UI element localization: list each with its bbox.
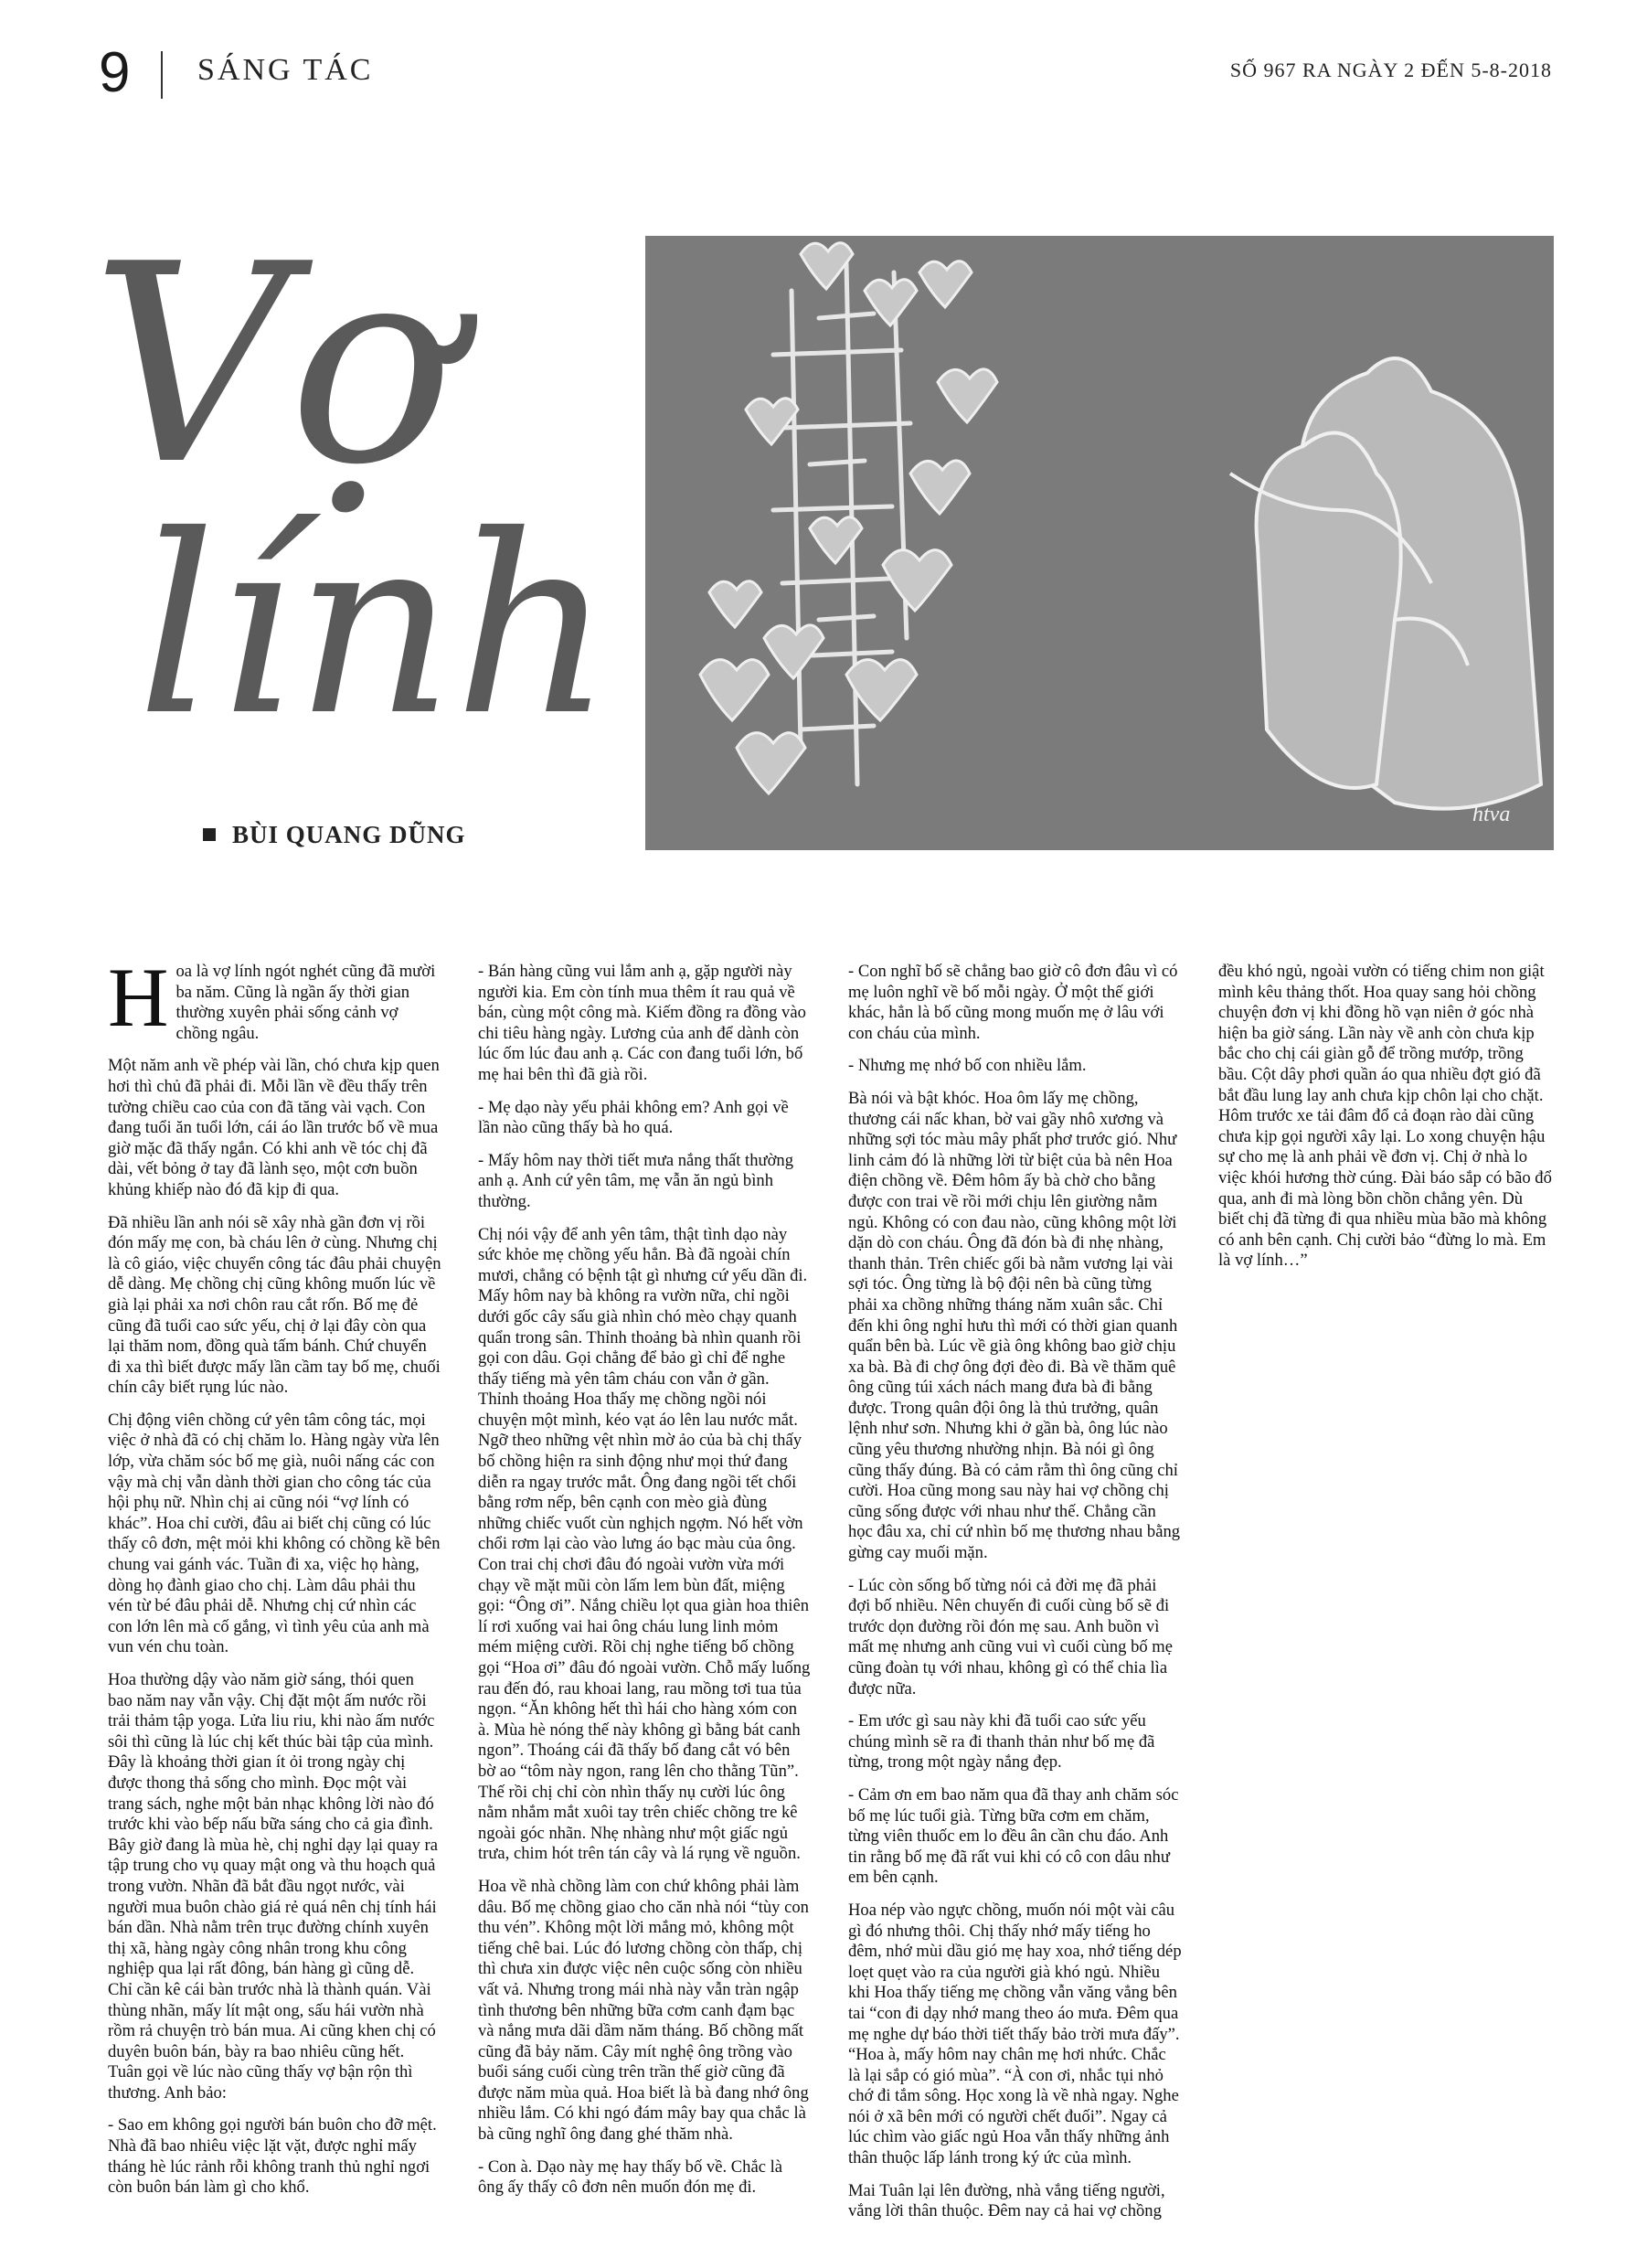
drop-cap: H: [108, 951, 169, 1044]
author-name: BÙI QUANG DŨNG: [232, 821, 466, 848]
illustration-signature: htva: [1472, 803, 1511, 826]
article-paragraph: - Mẹ dạo này yếu phải không em? Anh gọi về lần nào cũng thấy bà ho quá.: [478, 1097, 789, 1138]
title-line-2: lính: [137, 482, 613, 770]
article-paragraph: Hoa là vợ lính ngót nghét cũng đã mười ba năm. Cũng là ngần ấy thời gian thường xuyên phải sống cảnh vợ chồng ngâu.: [108, 951, 436, 1044]
article-paragraph: - Bán hàng cũng vui lắm anh ạ, gặp người này người kia. Em còn tính mua thêm ít rau quả về bán, cùng một công mà. Kiếm đồng ra đồng vào chi tiêu hàng ngày. Lương của anh để dành còn lúc ốm lúc đau anh ạ. Các con đang tuổi lớn, bố mẹ hai bên thì đã già rồi.: [478, 962, 806, 1084]
article-paragraph: - Mấy hôm nay thời tiết mưa nắng thất thường anh ạ. Anh cứ yên tâm, mẹ vẫn ăn ngủ bình thường.: [478, 1150, 794, 1211]
article-paragraph: - Con nghĩ bố sẽ chẳng bao giờ cô đơn đâu vì có mẹ luôn nghĩ về bố mỗi ngày. Ở một thế giới khác, hẳn là bố cũng mong muốn mẹ ở lâu với con cháu của mình.: [848, 962, 1178, 1043]
article-paragraph: - Nhưng mẹ nhớ bố con nhiều lắm.: [848, 1056, 1087, 1076]
page-header: [99, 37, 1552, 110]
square-bullet-icon: [203, 828, 216, 841]
header-divider: [161, 51, 163, 99]
illustration-drawing: [645, 236, 1554, 850]
issue-info: SỐ 967 RA NGÀY 2 ĐẾN 5-8-2018: [1229, 59, 1552, 81]
section-name: SÁNG TÁC: [197, 53, 374, 87]
article-illustration: [645, 236, 1554, 850]
article-paragraph: Một năm anh về phép vài lần, chó chưa kịp quen hơi thì chủ đã phải đi. Mỗi lần về đều thấy trên tường chiều cao của con đã tăng vài vạch. Con đang tuổi ăn tuổi lớn, cái áo lần trước bố về mua giờ mặc đã thấy ngắn. Có khi anh về tóc chị đã dài, vết bỏng ở tay đã lành sẹo, một cơn buồn khủng khiếp nào đó đã kịp đi qua.: [108, 1056, 440, 1199]
article-body: [108, 951, 1552, 2232]
article-paragraph: Hoa thường dậy vào năm giờ sáng, thói quen bao năm nay vẫn vậy. Chị đặt một ấm nước rồi trải thảm tập yoga. Lửa liu riu, khi nào ấm nước sôi thì cũng là lúc chị kết thúc bài tập của mình. Đây là khoảng thời gian ít ỏi trong ngày chị được thong thả sống cho mình. Đọc một vài trang sách, nghe một bản nhạc không lời nào đó trước khi vào bếp nấu bữa sáng cho cả gia đình. Bây giờ đang là mùa hè, chị nghỉ dạy lại quay ra tập trung cho vụ quay mật ong và thu hoạch quả trong vườn. Nhãn đã bắt đầu ngọt nước, vài người mua buôn chào giá rẻ quá nên chị tính hái bán dần. Nhà nằm trên trục đường chính xuyên thị xã, hàng ngày công nhân trong khu công nghiệp qua lại rất đông, bán hàng gì cũng dễ. Chỉ cần kê cái bàn trước nhà là thành quán. Vài thùng nhãn, mấy lít mật ong, sấu hái vườn nhà rồm rả chuyện trò bán mua. Ai cũng khen chị có duyên buôn bán, bày ra bao nhiêu cũng hết. Tuân gọi về lúc nào cũng thấy vợ bận rộn thì thương. Anh bảo:: [108, 1670, 438, 2103]
article-paragraph: - Lúc còn sống bố từng nói cả đời mẹ đã phải đợi bố nhiều. Nên chuyến đi cuối cùng bố sẽ đi trước dọn đường rồi đón mẹ sau. Anh buồn vì mất mẹ nhưng anh cũng vui vì cuối cùng bố mẹ cũng đoàn tụ với nhau, không gì có thể chia lìa được nữa.: [848, 1575, 1174, 1698]
article-paragraph: - Con à. Dạo này mẹ hay thấy bố về. Chắc là ông ấy thấy cô đơn nên muốn đón mẹ đi.: [478, 2156, 783, 2198]
page-number: 9: [99, 41, 131, 104]
article-paragraph: Bà nói và bật khóc. Hoa ôm lấy mẹ chồng, thương cái nấc khan, bờ vai gầy nhô xương và những sợi tóc màu mây phất phơ trước gió. Như linh cảm đó là những lời từ biệt của bà nên Hoa điện chồng về. Đêm hôm ấy bà chờ cho bằng được con trai về rồi mới chịu lên giường nằm ngủ. Không có con đau nào, cũng không một lời dặn dò con cháu. Ông đã đón bà đi nhẹ nhàng, thanh thản. Trên chiếc gối bà nằm vương lại vài sợi tóc. Ông từng là bộ đội nên bà cũng từng phải xa chồng những tháng năm xuân sắc. Chỉ đến khi ông nghỉ hưu thì mới có thời gian quanh quẩn bên bà. Lúc về già ông không bao giờ chịu xa bà. Bà đi chợ ông đợi đèo đi. Bà về thăm quê ông cũng túi xách nách mang đưa bà đi bằng được. Trong quân đội ông là thủ trưởng, quân lệnh như sơn. Nhưng khi ở gần bà, ông lúc nào cũng yêu thương nhường nhịn. Bà nói gì ông cũng thấy đúng. Bà có cảm rằm thì ông cũng chỉ cười. Hoa cũng mong sau này hai vợ chồng chị cũng sống được với nhau như thế. Chẳng cần học đâu xa, chỉ cứ nhìn bố mẹ thương nhau bằng gừng cay muối mặn.: [848, 1088, 1181, 1563]
article-paragraph: Hoa nép vào ngực chồng, muốn nói một vài câu gì đó nhưng thôi. Chị thấy nhớ mấy tiếng ho đêm, nhớ mùi dầu gió mẹ hay xoa, nhớ tiếng dép loẹt quẹt vào ra của người già khó ngủ. Nhiều khi Hoa thấy tiếng mẹ chồng vẫn văng vẳng bên tai “con đi dạy nhớ mang theo áo mưa. Đêm qua mẹ nghe dự báo thời tiết thấy bảo trời mưa đấy”. “Hoa à, mấy hôm nay chân mẹ hơi nhức. Chắc là lại sắp có gió mùa”. “À con ơi, nhắc tụi nhỏ chớ đi tắm sông. Học xong là về nhà ngay. Nghe nói ở xã bên mới có người chết đuối”. Ngay cả lúc chìm vào giấc ngủ Hoa vẫn thấy những ảnh thân thuộc lấp lánh trong ký ức của mình.: [848, 1900, 1182, 2168]
author-byline: [203, 821, 466, 849]
article-paragraph: Đã nhiều lần anh nói sẽ xây nhà gần đơn vị rồi đón mấy mẹ con, bà cháu lên ở cùng. Nhưng chị là cô giáo, việc chuyển công tác đâu phải chuyện dễ dàng. Mẹ chồng chị cũng không muốn lúc về già lại phải xa nơi chôn rau cắt rốn. Bố mẹ đẻ cũng đã tuổi cao sức yếu, chị ở lại đây còn qua lại thăm nom, đồng quà tấm bánh. Chứ chuyển đi xa thì biết được mấy lần cầm tay bố mẹ, chuối chín cây biết rụng lúc nào.: [108, 1212, 441, 1398]
article-paragraph: - Cảm ơn em bao năm qua đã thay anh chăm sóc bố mẹ lúc tuổi già. Từng bữa cơm em chăm, từng viên thuốc em lo đều ân cần chu đáo. Anh tin rằng bố mẹ đã rất vui khi có cô con dâu như em bên cạnh.: [848, 1784, 1179, 1888]
title-line-1: Vợ: [91, 206, 455, 525]
article-paragraph: Mai Tuân lại lên đường, nhà vắng tiếng người, vắng lời thân thuộc. Đêm nay cả hai vợ chồng đều khó ngủ, ngoài vườn có tiếng chim non giật mình kêu thảng thốt. Hoa quay sang hỏi chồng chuyện đơn vị khi đồng hồ vạn niên ở góc nhà hiện ba giờ sáng. Lần này về anh còn chưa kịp bắc cho chị cái giàn gỗ để trồng mướp, trồng bầu. Cột dây phơi quần áo qua nhiều đợt gió đã bắt đầu lung lay anh chưa kịp chôn lại cho chặt. Hôm trước xe tải đâm đổ cả đoạn rào dài cũng chưa kịp gọi người xây lại. Lo xong chuyện hậu sự cho mẹ là anh phải về đơn vị. Chị ở nhà lo việc khói hương thờ cúng. Đài báo sắp có bão đổ qua, anh đi mà lòng bồn chồn chẳng yên. Dù biết chị đã từng đi qua nhiều mùa bão mà không có anh bên cạnh. Chị cười bảo “đừng lo mà. Em là vợ lính…”: [848, 962, 1552, 2221]
article-paragraph: - Sao em không gọi người bán buôn cho đỡ mệt. Nhà đã bao nhiêu việc lặt vặt, được nghỉ mấy tháng hè lúc rảnh rỗi không tranh thủ nghỉ ngơi còn buôn bán làm gì cho khổ.: [108, 2115, 437, 2198]
article-paragraph: Chị nói vậy để anh yên tâm, thật tình dạo này sức khỏe mẹ chồng yếu hẳn. Bà đã ngoài chín mươi, chẳng có bệnh tật gì nhưng cứ yếu dần đi. Mấy hôm nay bà không ra vườn nữa, chỉ ngồi dưới gốc cây sấu già nhìn chó mèo chạy quanh quẩn trong sân. Thỉnh thoảng bà nhìn quanh rồi gọi con dâu. Gọi chẳng để bảo gì chỉ để nghe thấy tiếng mà yên tâm cháu con vẫn ở gần. Thỉnh thoảng Hoa thấy mẹ chồng ngồi nói chuyện một mình, kéo vạt áo lên lau nước mắt. Ngỡ theo những vệt nhìn mờ ảo của bà chị thấy bố chồng hiện ra sinh động như mọi thứ đang diễn ra ngay trước mắt. Ông đang ngồi tết chổi bằng rơm nếp, bên cạnh con mèo già đùng những chiếc vuốt cùn nghịch ngợm. Nó hết vờn chổi rơm lại cào vào lưng áo bạc màu của ông. Con trai chị chơi đâu đó ngoài vườn vừa mới chạy về mặt mũi còn lấm lem bùn đất, miệng gọi: “Ông ơi”. Nắng chiều lọt qua giàn hoa thiên lí rơi xuống vai hai ông cháu lung linh mỏm mém miệng cười. Rồi chị nghe tiếng bố chồng gọi “Hoa ơi” đâu đó ngoài vườn. Chỗ mấy luống rau đến đó, rau khoai lang, rau mồng tơi tua tủa ngọn. “Ăn không hết thì hái cho hàng xóm con à. Mùa hè nóng thế này không gì bằng bát canh ngon”. Thoáng cái đã thấy bố đang cắt vó bên bờ ao “tôm này ngon, rang lên cho thằng Tũn”. Thế rồi chị chỉ còn nhìn thấy nụ cười lúc ông nằm nhắm mắt xuôi tay trên chiếc chõng tre kê ngoài góc nhãn. Nhẹ nhàng như một giấc ngủ trưa, chim hót trên tán cây và lá rụng về nguồn.: [478, 1224, 811, 1864]
article-paragraph: Hoa về nhà chồng làm con chứ không phải làm dâu. Bố mẹ chồng giao cho căn nhà nói “tùy con thu vén”. Không một lời mắng mỏ, không một tiếng chê bai. Lúc đó lương chồng còn thấp, chị thì chưa xin được việc nên cuộc sống còn nhiều vất vả. Nhưng trong mái nhà này vẫn tràn ngập tình thương bên những bữa cơm canh đạm bạc và nắng mưa dãi dầm năm tháng. Bố chồng mất cũng đã bảy năm. Cây mít nghệ ông trồng vào buổi sáng cuối cùng trên trần thế giờ cũng đã được năm mùa quả. Hoa biết là bà đang nhớ ông nhiều lắm. Có khi ngó đám mây bay qua chắc là bà cũng nghĩ ông đang ghé thăm nhà.: [478, 1876, 809, 2145]
article-paragraph: Chị động viên chồng cứ yên tâm công tác, mọi việc ở nhà đã có chị chăm lo. Hàng ngày vừa lên lớp, vừa chăm sóc bố mẹ già, nuôi nấng các con vậy mà chị vẫn dành thời gian cho công tác của hội phụ nữ. Nhìn chị ai cũng nói “vợ lính có khác”. Hoa chỉ cười, đâu ai biết chị cũng có lúc thấy cô đơn, mệt mỏi khi không có chồng kề bên chung vai gánh vác. Tuần đi xa, việc họ hàng, dòng họ đành giao cho chị. Làm dâu phải thu vén từ bé đâu phải dễ. Nhưng chị cứ nhìn các con lớn lên mà cố gắng, vì tình yêu của anh mà vun vén chu toàn.: [108, 1410, 441, 1657]
article-paragraph: - Em ước gì sau này khi đã tuổi cao sức yếu chúng mình sẽ ra đi thanh thản như bố mẹ đã từng, trong một ngày nắng đẹp.: [848, 1711, 1155, 1773]
